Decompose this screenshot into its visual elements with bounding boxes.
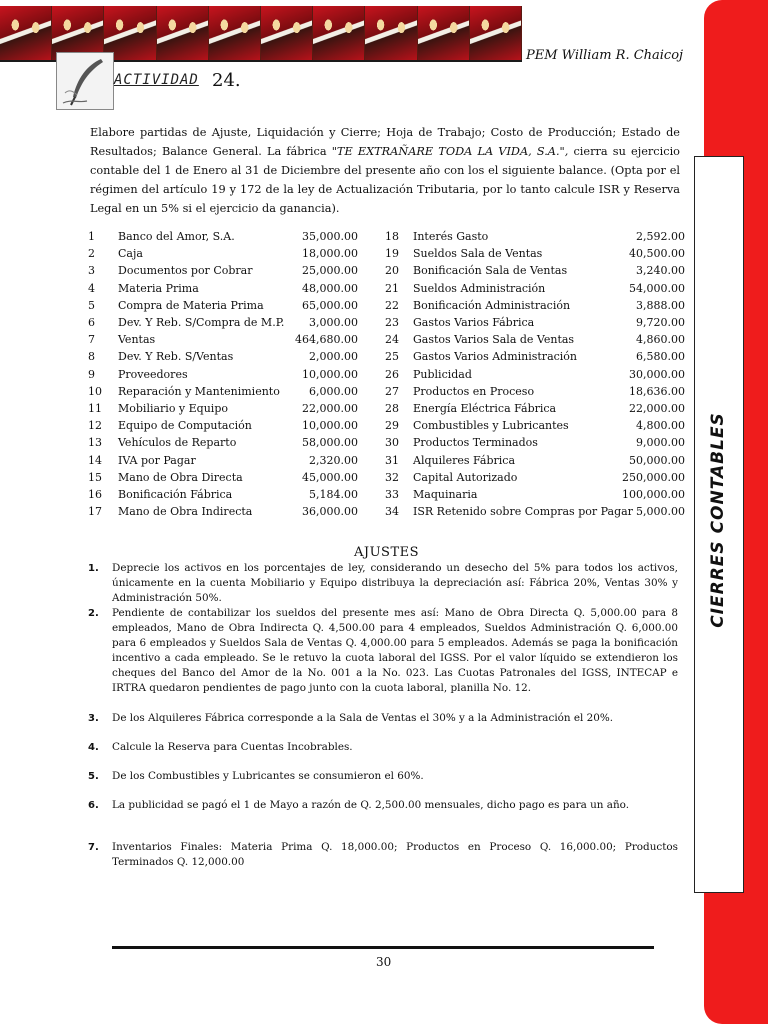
- account-amount: 464,680.00: [295, 333, 358, 347]
- adjustment-text: Pendiente de contabilizar los sueldos del presente mes así: Mano de Obra Directa Q. 5,000.00 para 8 empleados, Mano de Obra Indirecta Q. 4,500.00 para 4 empleados, Sueldos Administración Q. 6,000.00 para 6 empleados y Sueldos Sala de Ventas Q. 4,000.00 para 5 empleados. Además se paga la bonificación incentivo a cada empleado. Se le retuvo la cuota laboral del IGSS. Por el valor líquido se extendieron los cheques del Banco del Amor de la No. 001 a la No. 023. Las Cuotas Patronales del IGSS, INTECAP e IRTRA quedaron pendientes de pago junto con la cuota laboral, planilla No. 12.: [112, 607, 678, 694]
- adjustment-number: 6.: [88, 800, 99, 811]
- intro-paragraph: [90, 123, 680, 218]
- account-name: Proveedores: [118, 367, 188, 381]
- account-name: Alquileres Fábrica: [413, 453, 516, 467]
- account-amount: 35,000.00: [302, 230, 358, 243]
- intro-text-1: Elabore partidas de Ajuste, Liquidación y Cierre; Hoja de Trabajo; Costo de Producción; Estado de Resultados; Balance General. La fábrica: [90, 126, 680, 158]
- activity-label: ACTIVIDAD: [114, 72, 199, 88]
- adjustment-number: 4.: [88, 742, 99, 753]
- account-number: 32: [385, 470, 399, 484]
- account-number: 15: [88, 470, 102, 484]
- account-name: Banco del Amor, S.A.: [118, 230, 235, 243]
- adjustment-text: De los Alquileres Fábrica corresponde a la Sala de Ventas el 30% y a la Administración el 20%.: [112, 712, 614, 724]
- account-amount: 4,860.00: [636, 333, 685, 347]
- account-amount: 45,000.00: [302, 470, 358, 484]
- account-name: Productos Terminados: [413, 436, 538, 450]
- account-number: 29: [385, 419, 399, 433]
- account-amount: 100,000.00: [622, 488, 685, 501]
- adjustment-item: [88, 711, 678, 726]
- account-name: Dev. Y Reb. S/Ventas: [118, 350, 234, 364]
- footer-rule: [112, 946, 654, 949]
- adjustment-text: Inventarios Finales: Materia Prima Q. 18,000.00; Productos en Proceso Q. 16,000.00; Productos Terminados Q. 12,000.00: [112, 841, 678, 868]
- account-number: 34: [385, 505, 399, 519]
- account-row: [88, 247, 688, 264]
- account-name: IVA por Pagar: [118, 453, 196, 467]
- account-number: 17: [88, 505, 102, 519]
- page-number: 30: [376, 955, 392, 969]
- account-amount: 65,000.00: [302, 298, 358, 312]
- account-name: Dev. Y Reb. S/Compra de M.P.: [118, 316, 285, 329]
- account-row: [88, 316, 688, 333]
- account-amount: 54,000.00: [629, 281, 685, 295]
- account-number: 1: [88, 230, 95, 243]
- adjustment-item: [88, 561, 678, 606]
- account-name: Caja: [118, 247, 143, 261]
- account-name: Publicidad: [413, 367, 472, 381]
- account-amount: 6,000.00: [309, 384, 358, 398]
- account-row: [88, 419, 688, 436]
- account-row: [88, 488, 688, 505]
- account-amount: 5,184.00: [309, 488, 358, 501]
- account-amount: 22,000.00: [629, 402, 685, 415]
- adjustment-number: 3.: [88, 713, 99, 724]
- account-number: 14: [88, 453, 102, 467]
- account-name: Mano de Obra Indirecta: [118, 505, 253, 519]
- author-name: PEM William R. Chaicoj: [526, 48, 684, 63]
- account-number: 26: [385, 367, 399, 381]
- account-row: [88, 299, 688, 316]
- account-amount: 6,580.00: [636, 350, 685, 364]
- account-name: Gastos Varios Administración: [413, 350, 578, 364]
- account-amount: 10,000.00: [302, 367, 358, 381]
- account-amount: 36,000.00: [302, 505, 358, 519]
- account-amount: 5,000.00: [636, 505, 685, 519]
- adjustment-text: Deprecie los activos en los porcentajes de ley, considerando un desecho del 5% para todos los activos, únicamente en la cuenta Mobiliario y Equipo distribuya la depreciación así: Fábrica 20%, Ventas 30% y Administración 50%.: [112, 562, 678, 604]
- adjustment-text: De los Combustibles y Lubricantes se consumieron el 60%.: [112, 770, 424, 782]
- account-number: 12: [88, 419, 102, 433]
- account-name: Sueldos Sala de Ventas: [413, 247, 543, 261]
- account-number: 8: [88, 350, 95, 364]
- account-amount: 2,320.00: [309, 453, 358, 467]
- account-number: 5: [88, 298, 95, 312]
- account-row: [88, 385, 688, 402]
- account-name: Gastos Varios Sala de Ventas: [413, 333, 575, 347]
- account-amount: 3,000.00: [309, 316, 358, 329]
- account-row: [88, 454, 688, 471]
- account-name: Documentos por Cobrar: [118, 264, 253, 278]
- account-number: 10: [88, 384, 102, 398]
- account-number: 31: [385, 453, 399, 467]
- account-number: 22: [385, 298, 399, 312]
- account-name: Mano de Obra Directa: [118, 470, 243, 484]
- ajustes-title: AJUSTES: [354, 545, 420, 560]
- account-name: Gastos Varios Fábrica: [413, 316, 535, 329]
- adjustment-item: [88, 798, 678, 813]
- account-number: 30: [385, 436, 399, 450]
- account-name: Vehículos de Reparto: [118, 436, 237, 450]
- account-number: 13: [88, 436, 102, 450]
- account-row: [88, 230, 688, 247]
- account-number: 19: [385, 247, 399, 261]
- adjustment-number: 7.: [88, 842, 99, 853]
- account-name: Bonificación Sala de Ventas: [413, 264, 568, 278]
- account-name: Sueldos Administración: [413, 281, 546, 295]
- account-amount: 250,000.00: [622, 470, 685, 484]
- account-amount: 9,000.00: [636, 436, 685, 450]
- account-number: 21: [385, 281, 399, 295]
- account-amount: 18,000.00: [302, 247, 358, 261]
- account-number: 2: [88, 247, 95, 261]
- account-row: [88, 282, 688, 299]
- account-amount: 48,000.00: [302, 281, 358, 295]
- account-row: [88, 471, 688, 488]
- account-row: [88, 402, 688, 419]
- account-amount: 25,000.00: [302, 264, 358, 278]
- adjustment-text: La publicidad se pagó el 1 de Mayo a razón de Q. 2,500.00 mensuales, dicho pago es para un año.: [112, 799, 630, 811]
- intro-text-2: cierra su ejercicio contable del 1 de Enero al 31 de Diciembre del presente año con los el siguiente balance. (Opta por el régimen del artículo 19 y 172 de la ley de Actualización Tributaria, por lo tanto calcule ISR y Reserva Legal en un 5% si el ejercicio da ganancia).: [90, 145, 680, 215]
- account-amount: 18,636.00: [629, 384, 685, 398]
- account-name: Energía Eléctrica Fábrica: [413, 402, 557, 415]
- account-name: Capital Autorizado: [413, 470, 518, 484]
- adjustment-item: [88, 606, 678, 696]
- account-row: [88, 264, 688, 281]
- account-name: Bonificación Fábrica: [118, 488, 233, 501]
- account-name: Productos en Proceso: [413, 384, 535, 398]
- account-number: 33: [385, 488, 399, 501]
- account-amount: 58,000.00: [302, 436, 358, 450]
- adjustment-item: [88, 740, 678, 755]
- adjustment-text: Calcule la Reserva para Cuentas Incobrables.: [112, 741, 353, 753]
- account-name: Compra de Materia Prima: [118, 298, 264, 312]
- account-amount: 2,000.00: [309, 350, 358, 364]
- account-number: 7: [88, 333, 95, 347]
- account-name: Interés Gasto: [413, 230, 489, 243]
- account-number: 23: [385, 316, 399, 329]
- account-amount: 9,720.00: [636, 316, 685, 329]
- account-name: Bonificación Administración: [413, 298, 571, 312]
- account-name: ISR Retenido sobre Compras por Pagar: [413, 505, 633, 519]
- adjustment-number: 5.: [88, 771, 99, 782]
- account-amount: 50,000.00: [629, 453, 685, 467]
- activity-number: 24.: [212, 70, 241, 91]
- account-amount: 3,240.00: [636, 264, 685, 278]
- account-amount: 3,888.00: [636, 298, 685, 312]
- account-amount: 30,000.00: [629, 367, 685, 381]
- account-number: 27: [385, 384, 399, 398]
- account-number: 3: [88, 264, 95, 278]
- account-name: Reparación y Mantenimiento: [118, 384, 280, 398]
- account-row: [88, 350, 688, 367]
- adjustment-item: [88, 769, 678, 784]
- account-name: Equipo de Computación: [118, 419, 252, 433]
- account-row: [88, 505, 688, 522]
- account-number: 6: [88, 316, 95, 329]
- adjustment-number: 2.: [88, 608, 99, 619]
- account-row: [88, 436, 688, 453]
- account-number: 16: [88, 488, 102, 501]
- account-name: Materia Prima: [118, 281, 199, 295]
- account-number: 11: [88, 402, 102, 415]
- sidebar-title: CIERRES CONTABLES: [708, 412, 728, 628]
- account-amount: 22,000.00: [302, 402, 358, 415]
- account-name: Maquinaria: [413, 488, 478, 501]
- account-number: 4: [88, 281, 95, 295]
- account-amount: 4,800.00: [636, 419, 685, 433]
- account-number: 25: [385, 350, 399, 364]
- account-number: 9: [88, 367, 95, 381]
- adjustment-item: [88, 840, 678, 870]
- account-name: Ventas: [118, 333, 156, 347]
- account-number: 20: [385, 264, 399, 278]
- account-name: Combustibles y Lubricantes: [413, 419, 569, 433]
- account-number: 24: [385, 333, 399, 347]
- account-number: 28: [385, 402, 399, 415]
- account-amount: 10,000.00: [302, 419, 358, 433]
- account-number: 18: [385, 230, 399, 243]
- account-amount: 40,500.00: [629, 247, 685, 261]
- adjustment-number: 1.: [88, 563, 99, 574]
- quill-icon: [56, 52, 114, 110]
- account-amount: 2,592.00: [636, 230, 685, 243]
- account-row: [88, 333, 688, 350]
- account-name: Mobiliario y Equipo: [118, 402, 228, 415]
- account-row: [88, 368, 688, 385]
- company-name: "TE EXTRAÑARE TODA LA VIDA, S.A.",: [331, 145, 569, 158]
